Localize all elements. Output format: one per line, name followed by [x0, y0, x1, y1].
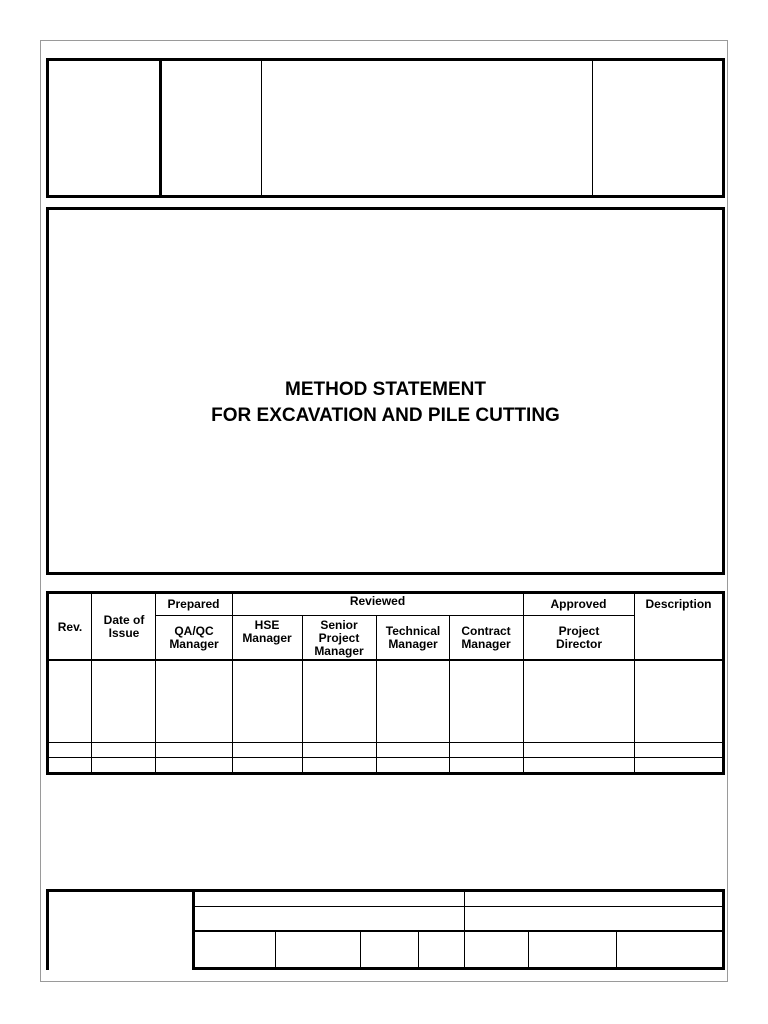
- table-rule: [376, 615, 377, 775]
- table-rule: [449, 615, 450, 775]
- footer-divider: [528, 931, 529, 969]
- project-director-role: Project Director: [555, 624, 602, 651]
- approved-header: Approved: [550, 597, 607, 611]
- table-rule: [155, 591, 156, 775]
- footer-rule: [192, 930, 725, 932]
- senior-project-manager-role: Senior Project Manager: [314, 617, 364, 658]
- footer-divider: [464, 889, 465, 970]
- footer-rule: [192, 906, 725, 907]
- table-rule: [302, 615, 303, 775]
- reviewed-header: Reviewed: [349, 594, 406, 608]
- qa-qc-manager-role: QA/QC Manager: [169, 624, 219, 651]
- header-divider: [261, 58, 262, 198]
- document-title-line-2: FOR EXCAVATION AND PILE CUTTING: [211, 405, 560, 426]
- document-title-line-1: METHOD STATEMENT: [285, 379, 486, 400]
- footer-divider: [616, 931, 617, 969]
- table-rule: [634, 591, 635, 775]
- prepared-header: Prepared: [167, 597, 220, 611]
- header-divider: [592, 58, 593, 198]
- footer-divider: [360, 931, 361, 969]
- table-rule: [232, 591, 233, 775]
- table-rule: [523, 591, 524, 775]
- technical-manager-role: Technical Manager: [385, 624, 441, 651]
- table-rule: [91, 591, 92, 775]
- date-of-issue-header: Date of Issue: [103, 613, 145, 640]
- description-header: Description: [645, 597, 712, 611]
- table-rule: [46, 742, 725, 743]
- footer-rule: [192, 967, 725, 970]
- table-rule: [46, 757, 725, 758]
- header-divider: [159, 58, 162, 198]
- header-box: [46, 58, 725, 198]
- rev-header: Rev.: [57, 619, 83, 634]
- hse-manager-role: HSE Manager: [242, 618, 292, 645]
- footer-divider: [418, 931, 419, 969]
- footer-divider: [275, 931, 276, 969]
- contract-manager-role: Contract Manager: [461, 624, 511, 651]
